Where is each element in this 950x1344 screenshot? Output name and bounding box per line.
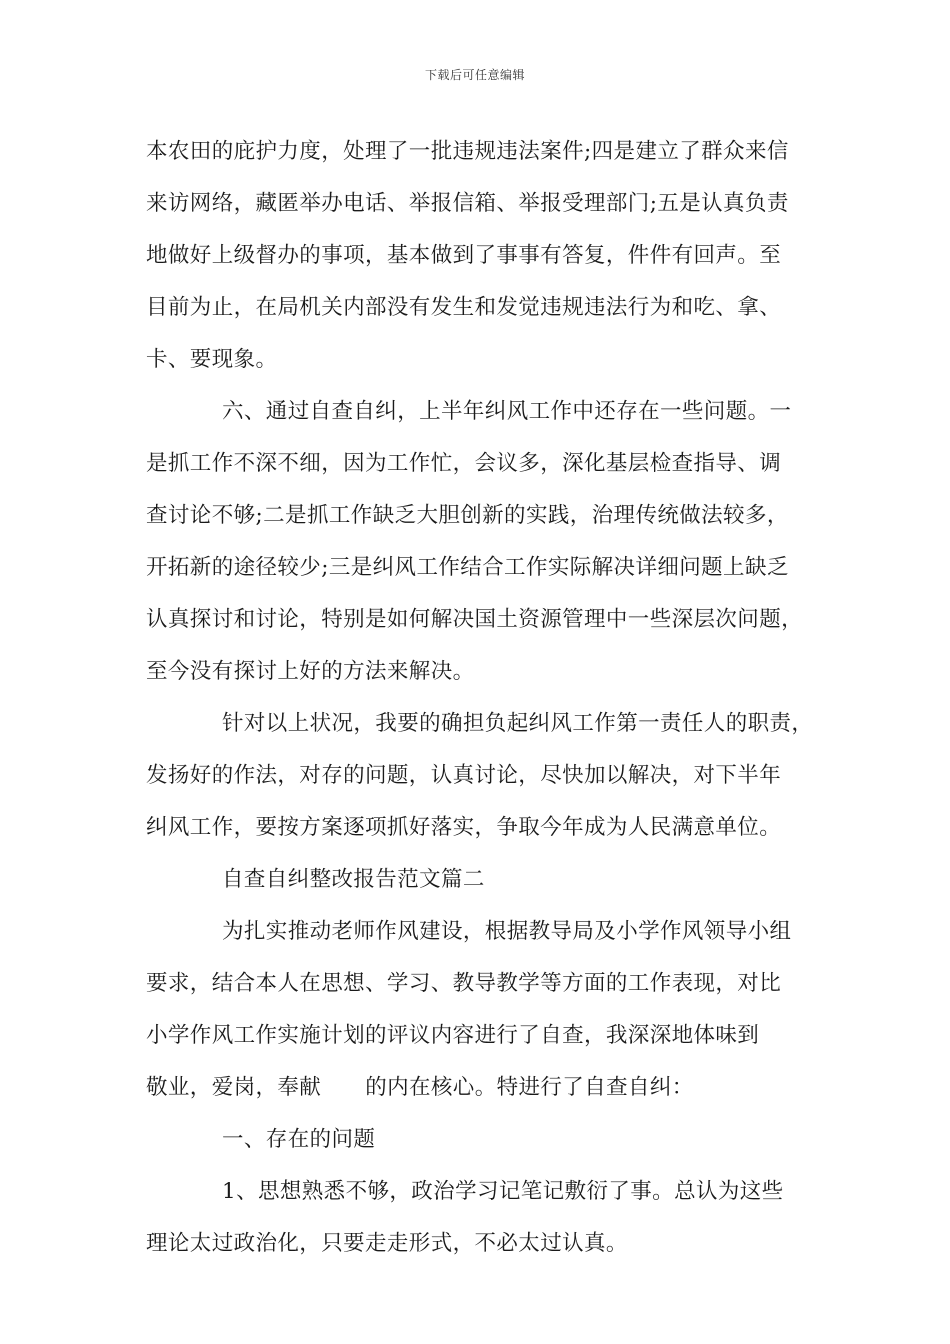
text-segment: 的内在核心。特进行了自查自纠：	[365, 1075, 694, 1100]
page-header: 下载后可任意编辑	[424, 68, 525, 82]
text-line: 要求，结合本人在思想、学习、教导教学等方面的工作表现，对比	[146, 971, 782, 996]
document-body	[146, 126, 826, 1270]
text-line-split	[146, 1062, 826, 1114]
text-line: 查讨论不够;二是抓工作缺乏大胆创新的实践，治理传统做法较多，	[146, 503, 789, 528]
paragraph-start-line: 针对以上状况，我要的确担负起纠风工作第一责任人的职责，	[222, 711, 814, 736]
text-line: 开拓新的途径较少;三是纠风工作结合工作实际解决详细问题上缺乏	[146, 555, 789, 580]
paragraph-start-line: 为扎实推动老师作风建设，根据教导局及小学作风领导小组	[222, 919, 792, 944]
text-line: 本农田的庇护力度，处理了一批违规违法案件;四是建立了群众来信	[146, 139, 789, 164]
text-line: 卡、要现象。	[146, 347, 278, 372]
text-line: 地做好上级督办的事项，基本做到了事事有答复，件件有回声。至	[146, 243, 782, 268]
paragraph-start-line: 六、通过自查自纠，上半年纠风工作中还存在一些问题。一	[222, 399, 792, 424]
text-segment: 敬业，爱岗，奉献	[146, 1075, 322, 1100]
text-line: 至今没有探讨上好的方法来解决。	[146, 659, 475, 684]
text-line: 目前为止，在局机关内部没有发生和发觉违规违法行为和吃、拿、	[146, 295, 782, 320]
text-line: 来访网络，藏匿举办电话、举报信箱、举报受理部门;五是认真负责	[146, 191, 789, 216]
text-line: 认真探讨和讨论，特别是如何解决国土资源管理中一些深层次问题，	[146, 607, 804, 632]
paragraph-start-line: 1、思想熟悉不够，政治学习记笔记敷衍了事。总认为这些	[222, 1179, 784, 1204]
text-line: 理论太过政治化，只要走走形式，不必太过认真。	[146, 1231, 628, 1256]
text-line: 纠风工作，要按方案逐项抓好落实，争取今年成为人民满意单位。	[146, 815, 782, 840]
text-line: 小学作风工作实施计划的评议内容进行了自查，我深深地体味到	[146, 1023, 760, 1048]
text-line: 是抓工作不深不细，因为工作忙，会议多，深化基层检查指导、调	[146, 451, 782, 476]
text-line: 发扬好的作法，对存的问题，认真讨论，尽快加以解决，对下半年	[146, 763, 782, 788]
subsection-heading: 一、存在的问题	[222, 1127, 376, 1152]
section-heading: 自查自纠整改报告范文篇二	[222, 867, 485, 892]
